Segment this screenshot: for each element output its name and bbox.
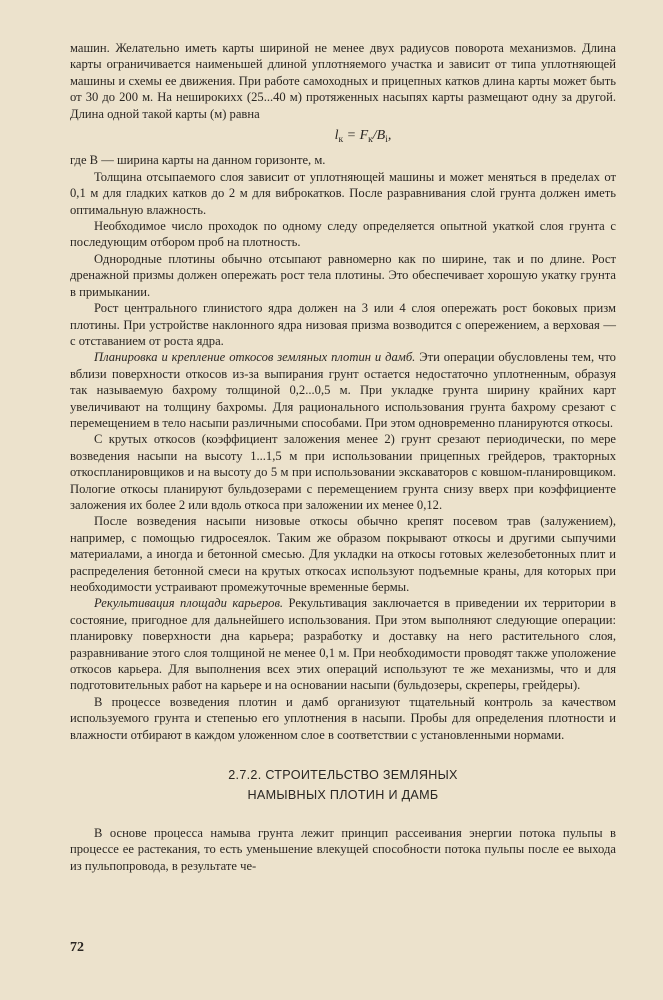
paragraph-where: где B — ширина карты на данном горизонте, м.	[70, 153, 326, 168]
section-heading: 2.7.2. СТРОИТЕЛЬСТВО ЗЕМЛЯНЫХ НАМЫВНЫХ ПЛОТИН И ДАМБ	[228, 768, 458, 803]
paragraph-recultivation: Рекультивация площади карьеров. Рекультивация заключается в приведении их территории в состояние, пригодное для дальнейшего использования. При этом выполняют следующие операции: планировку поверхности дна карьера; разработку и доставку на него растительного слоя, разравнивание этого слоя толщиной не менее 0,1 м. При необходимости проводят также уположение откосов карьера. Для выполнения всех этих операций используют те же механизмы, что и для подготовительных работ на карьере и на основании насыпи (бульдозеры, скреперы, грейдеры).	[70, 596, 616, 693]
paragraph-hydraulic-fill: В основе процесса намыва грунта лежит принцип рассеивания энергии потока пульпы в процессе ее растекания, то есть уменьшение влекущей способности потока пульпы после ее выхода из пульпопровода, в результате че-	[70, 826, 616, 873]
paragraph-reinforce: После возведения насыпи низовые откосы обычно крепят посевом трав (залужением), например, с помощью гидросеялок. Таким же образом покрывают откосы и другими сыпучими материалами, а иногда и бетонной смесью. Для укладки на откосы готовых железобетонных плит и распределения бетонной смеси на крутых откосах используют подъемные краны, для которых при необходимости устраивают промежуточные временные бермы.	[70, 514, 616, 594]
paragraph-core: Рост центрального глинистого ядра должен на 3 или 4 слоя опережать рост боковых призм плотины. При устройстве наклонного ядра низовая призма возводится с опережением, а верховая — с отставанием от роста ядра.	[70, 301, 616, 348]
italic-head-slopes: Планировка и крепление откосов земляных плотин и дамб.	[94, 350, 416, 365]
page-number: 72	[70, 940, 84, 955]
body-text	[70, 40, 616, 874]
formula-map-length: $l_к = F_к/B_i$,	[334, 128, 392, 146]
italic-head-recult: Рекультивация площади карьеров.	[94, 596, 284, 611]
paragraph-control: В процессе возведения плотин и дамб организуют тщательный контроль за качеством используемого грунта и степенью его уплотнения в насыпи. Пробы для определения плотности и влажности отбирают в каждом уложенном слое в соответствии с установленными нормами.	[70, 694, 616, 742]
paragraph-steep-slopes: С крутых откосов (коэффициент заложения менее 2) грунт срезают периодически, по мере возведения насыпи на высоту 1...1,5 м при использовании прицепных грейдеров, тракторных откоспланировщиков и на высоту до 5 м при использовании экскаваторов с ковшом-планировщиком. Пологие откосы планируют бульдозерами с перемещением грунта снизу вверх при коэффициенте заложения их более 2 или вдоль откоса при заложении их менее 0,12.	[70, 432, 616, 512]
paragraph-map-length: машин. Желательно иметь карты шириной не менее двух радиусов поворота механизмов. Длина карты ограничивается наименьшей длиной уплотняемого участка и зависит от типа уплотняющей машины и схемы ее движения. При работе самоходных и прицепных катков длина карты может быть от 30 до 200 м. На неширокихх (25...40 м) протяженных насыпях карты размещают одну за другой. Длина одной такой карты (м) равна	[70, 41, 616, 121]
paragraph-homogeneous: Однородные плотины обычно отсыпают равномерно как по ширине, так и по длине. Рост дренажной призмы должен опережать рост тела плотины. Это обеспечивает хорошую укатку грунта в примыкании.	[70, 251, 616, 299]
paragraph-slopes: Планировка и крепление откосов земляных плотин и дамб. Эти операции обусловлены тем, что вблизи поверхности откосов из-за выпирания грунт остается недостаточно уплотненным, образуя так называемую бахрому толщиной 0,2...0,5 м. При укладке грунта ширину крайних карт увеличивают на толщину бахромы. Для рационального использования грунта бахрому срезают с перемещением в тело насыпи различными способами. При этом одновременно планируются откосы.	[70, 350, 616, 430]
paragraph-passes: Необходимое число проходок по одному следу определяется опытной укаткой слоя грунта с последующим отбором проб на плотность.	[70, 219, 616, 250]
paragraph-layer-thickness: Толщина отсыпаемого слоя зависит от уплотняющей машины и может меняться в пределах от 0,1 м для гладких катков до 2 м для виброкатков. После разравнивания слой грунта должен иметь оптимальную влажность.	[70, 169, 616, 217]
